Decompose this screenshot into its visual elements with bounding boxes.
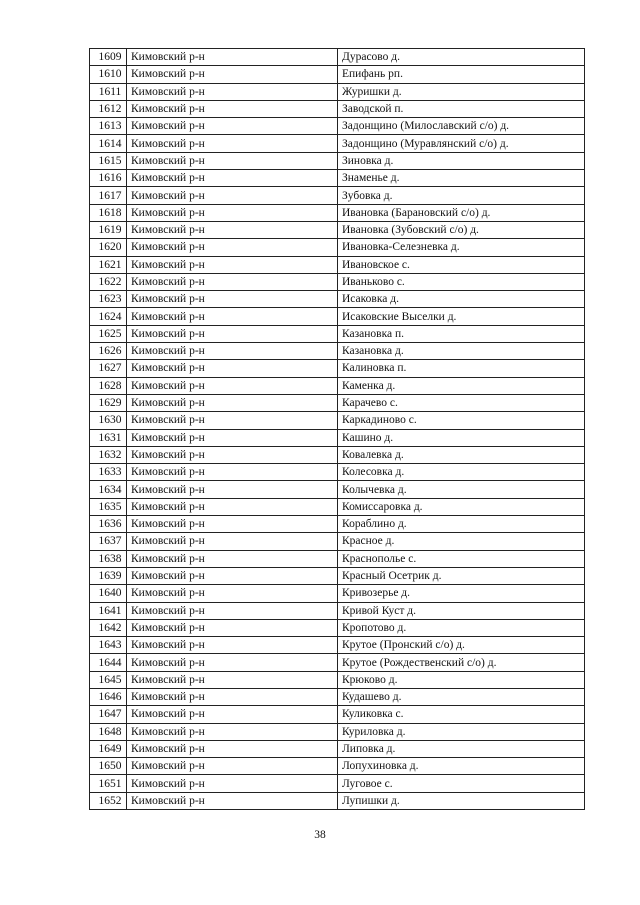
place-cell: Казановка п. [338, 325, 585, 342]
row-number: 1636 [90, 516, 127, 533]
row-number: 1629 [90, 394, 127, 411]
district-cell: Кимовский р-н [127, 533, 338, 550]
table-row [90, 66, 585, 83]
row-number: 1643 [90, 637, 127, 654]
place-cell: Луговое с. [338, 775, 585, 792]
row-number: 1642 [90, 619, 127, 636]
district-cell: Кимовский р-н [127, 273, 338, 290]
row-number: 1632 [90, 446, 127, 463]
row-number: 1615 [90, 152, 127, 169]
district-cell: Кимовский р-н [127, 792, 338, 809]
row-number: 1633 [90, 464, 127, 481]
table-row [90, 204, 585, 221]
row-number: 1638 [90, 550, 127, 567]
place-cell: Ковалевка д. [338, 446, 585, 463]
row-number: 1622 [90, 273, 127, 290]
table-row [90, 637, 585, 654]
table-row [90, 394, 585, 411]
table-row [90, 256, 585, 273]
place-cell: Кривой Куст д. [338, 602, 585, 619]
district-cell: Кимовский р-н [127, 671, 338, 688]
place-cell: Красное д. [338, 533, 585, 550]
row-number: 1644 [90, 654, 127, 671]
place-cell: Ивановка (Барановский с/о) д. [338, 204, 585, 221]
table-row [90, 688, 585, 705]
row-number: 1650 [90, 758, 127, 775]
row-number: 1639 [90, 567, 127, 584]
table-row [90, 152, 585, 169]
row-number: 1635 [90, 498, 127, 515]
district-cell: Кимовский р-н [127, 602, 338, 619]
row-number: 1647 [90, 706, 127, 723]
table-row [90, 585, 585, 602]
place-cell: Кудашево д. [338, 688, 585, 705]
table-row [90, 412, 585, 429]
district-cell: Кимовский р-н [127, 152, 338, 169]
place-cell: Крутое (Пронский с/о) д. [338, 637, 585, 654]
table-row [90, 100, 585, 117]
row-number: 1652 [90, 792, 127, 809]
place-cell: Кораблино д. [338, 516, 585, 533]
table-row [90, 533, 585, 550]
place-cell: Колычевка д. [338, 481, 585, 498]
table-row [90, 758, 585, 775]
place-cell: Журишки д. [338, 83, 585, 100]
district-cell: Кимовский р-н [127, 516, 338, 533]
place-cell: Каркадиново с. [338, 412, 585, 429]
place-cell: Куликовка с. [338, 706, 585, 723]
place-cell: Кашино д. [338, 429, 585, 446]
table-row [90, 464, 585, 481]
place-cell: Краснополье с. [338, 550, 585, 567]
place-cell: Кропотово д. [338, 619, 585, 636]
table-row [90, 706, 585, 723]
settlements-table [89, 48, 585, 810]
district-cell: Кимовский р-н [127, 377, 338, 394]
row-number: 1628 [90, 377, 127, 394]
place-cell: Заводской п. [338, 100, 585, 117]
district-cell: Кимовский р-н [127, 325, 338, 342]
row-number: 1646 [90, 688, 127, 705]
place-cell: Зубовка д. [338, 187, 585, 204]
place-cell: Лупишки д. [338, 792, 585, 809]
place-cell: Казановка д. [338, 343, 585, 360]
row-number: 1610 [90, 66, 127, 83]
place-cell: Ивановское с. [338, 256, 585, 273]
row-number: 1624 [90, 308, 127, 325]
district-cell: Кимовский р-н [127, 170, 338, 187]
table-row [90, 135, 585, 152]
place-cell: Иваньково с. [338, 273, 585, 290]
table-row [90, 654, 585, 671]
district-cell: Кимовский р-н [127, 446, 338, 463]
district-cell: Кимовский р-н [127, 221, 338, 238]
table-row [90, 602, 585, 619]
district-cell: Кимовский р-н [127, 585, 338, 602]
district-cell: Кимовский р-н [127, 498, 338, 515]
place-cell: Крюково д. [338, 671, 585, 688]
district-cell: Кимовский р-н [127, 429, 338, 446]
district-cell: Кимовский р-н [127, 758, 338, 775]
table-row [90, 343, 585, 360]
table-row [90, 429, 585, 446]
district-cell: Кимовский р-н [127, 706, 338, 723]
district-cell: Кимовский р-н [127, 239, 338, 256]
row-number: 1626 [90, 343, 127, 360]
district-cell: Кимовский р-н [127, 394, 338, 411]
place-cell: Комиссаровка д. [338, 498, 585, 515]
table-row [90, 446, 585, 463]
row-number: 1631 [90, 429, 127, 446]
row-number: 1620 [90, 239, 127, 256]
row-number: 1609 [90, 49, 127, 66]
district-cell: Кимовский р-н [127, 291, 338, 308]
row-number: 1651 [90, 775, 127, 792]
place-cell: Задонщино (Муравлянский с/о) д. [338, 135, 585, 152]
table-body [90, 49, 585, 810]
table-row [90, 83, 585, 100]
row-number: 1618 [90, 204, 127, 221]
row-number: 1616 [90, 170, 127, 187]
row-number: 1621 [90, 256, 127, 273]
row-number: 1612 [90, 100, 127, 117]
table-row [90, 291, 585, 308]
row-number: 1625 [90, 325, 127, 342]
district-cell: Кимовский р-н [127, 204, 338, 221]
row-number: 1641 [90, 602, 127, 619]
table-row [90, 567, 585, 584]
district-cell: Кимовский р-н [127, 308, 338, 325]
table-row [90, 325, 585, 342]
table-row [90, 239, 585, 256]
table-row [90, 377, 585, 394]
table-row [90, 775, 585, 792]
table-row [90, 481, 585, 498]
row-number: 1640 [90, 585, 127, 602]
table-row [90, 187, 585, 204]
page-number: 38 [314, 829, 326, 841]
district-cell: Кимовский р-н [127, 66, 338, 83]
table-row [90, 740, 585, 757]
table-row [90, 516, 585, 533]
row-number: 1630 [90, 412, 127, 429]
district-cell: Кимовский р-н [127, 567, 338, 584]
district-cell: Кимовский р-н [127, 654, 338, 671]
district-cell: Кимовский р-н [127, 118, 338, 135]
place-cell: Ивановка-Селезневка д. [338, 239, 585, 256]
district-cell: Кимовский р-н [127, 100, 338, 117]
place-cell: Колесовка д. [338, 464, 585, 481]
row-number: 1611 [90, 83, 127, 100]
place-cell: Кривозерье д. [338, 585, 585, 602]
place-cell: Исаковка д. [338, 291, 585, 308]
row-number: 1645 [90, 671, 127, 688]
row-number: 1614 [90, 135, 127, 152]
table-row [90, 619, 585, 636]
district-cell: Кимовский р-н [127, 412, 338, 429]
row-number: 1627 [90, 360, 127, 377]
place-cell: Знаменье д. [338, 170, 585, 187]
row-number: 1648 [90, 723, 127, 740]
place-cell: Дурасово д. [338, 49, 585, 66]
place-cell: Епифань рп. [338, 66, 585, 83]
district-cell: Кимовский р-н [127, 360, 338, 377]
district-cell: Кимовский р-н [127, 464, 338, 481]
district-cell: Кимовский р-н [127, 187, 338, 204]
district-cell: Кимовский р-н [127, 619, 338, 636]
table-row [90, 118, 585, 135]
table-row [90, 221, 585, 238]
place-cell: Красный Осетрик д. [338, 567, 585, 584]
row-number: 1619 [90, 221, 127, 238]
place-cell: Исаковские Выселки д. [338, 308, 585, 325]
row-number: 1637 [90, 533, 127, 550]
place-cell: Зиновка д. [338, 152, 585, 169]
place-cell: Крутое (Рождественский с/о) д. [338, 654, 585, 671]
place-cell: Каменка д. [338, 377, 585, 394]
table-row [90, 308, 585, 325]
place-cell: Калиновка п. [338, 360, 585, 377]
row-number: 1613 [90, 118, 127, 135]
district-cell: Кимовский р-н [127, 550, 338, 567]
district-cell: Кимовский р-н [127, 775, 338, 792]
place-cell: Куриловка д. [338, 723, 585, 740]
table-row [90, 671, 585, 688]
district-cell: Кимовский р-н [127, 481, 338, 498]
table-row [90, 792, 585, 809]
row-number: 1617 [90, 187, 127, 204]
table-row [90, 360, 585, 377]
table-row [90, 273, 585, 290]
district-cell: Кимовский р-н [127, 637, 338, 654]
district-cell: Кимовский р-н [127, 49, 338, 66]
place-cell: Липовка д. [338, 740, 585, 757]
table-row [90, 49, 585, 66]
place-cell: Лопухиновка д. [338, 758, 585, 775]
table-row [90, 723, 585, 740]
row-number: 1623 [90, 291, 127, 308]
row-number: 1634 [90, 481, 127, 498]
place-cell: Задонщино (Милославский с/о) д. [338, 118, 585, 135]
table-row [90, 550, 585, 567]
place-cell: Карачево с. [338, 394, 585, 411]
place-cell: Ивановка (Зубовский с/о) д. [338, 221, 585, 238]
district-cell: Кимовский р-н [127, 688, 338, 705]
row-number: 1649 [90, 740, 127, 757]
district-cell: Кимовский р-н [127, 83, 338, 100]
district-cell: Кимовский р-н [127, 256, 338, 273]
district-cell: Кимовский р-н [127, 343, 338, 360]
table-row [90, 170, 585, 187]
table-row [90, 498, 585, 515]
district-cell: Кимовский р-н [127, 740, 338, 757]
district-cell: Кимовский р-н [127, 723, 338, 740]
district-cell: Кимовский р-н [127, 135, 338, 152]
